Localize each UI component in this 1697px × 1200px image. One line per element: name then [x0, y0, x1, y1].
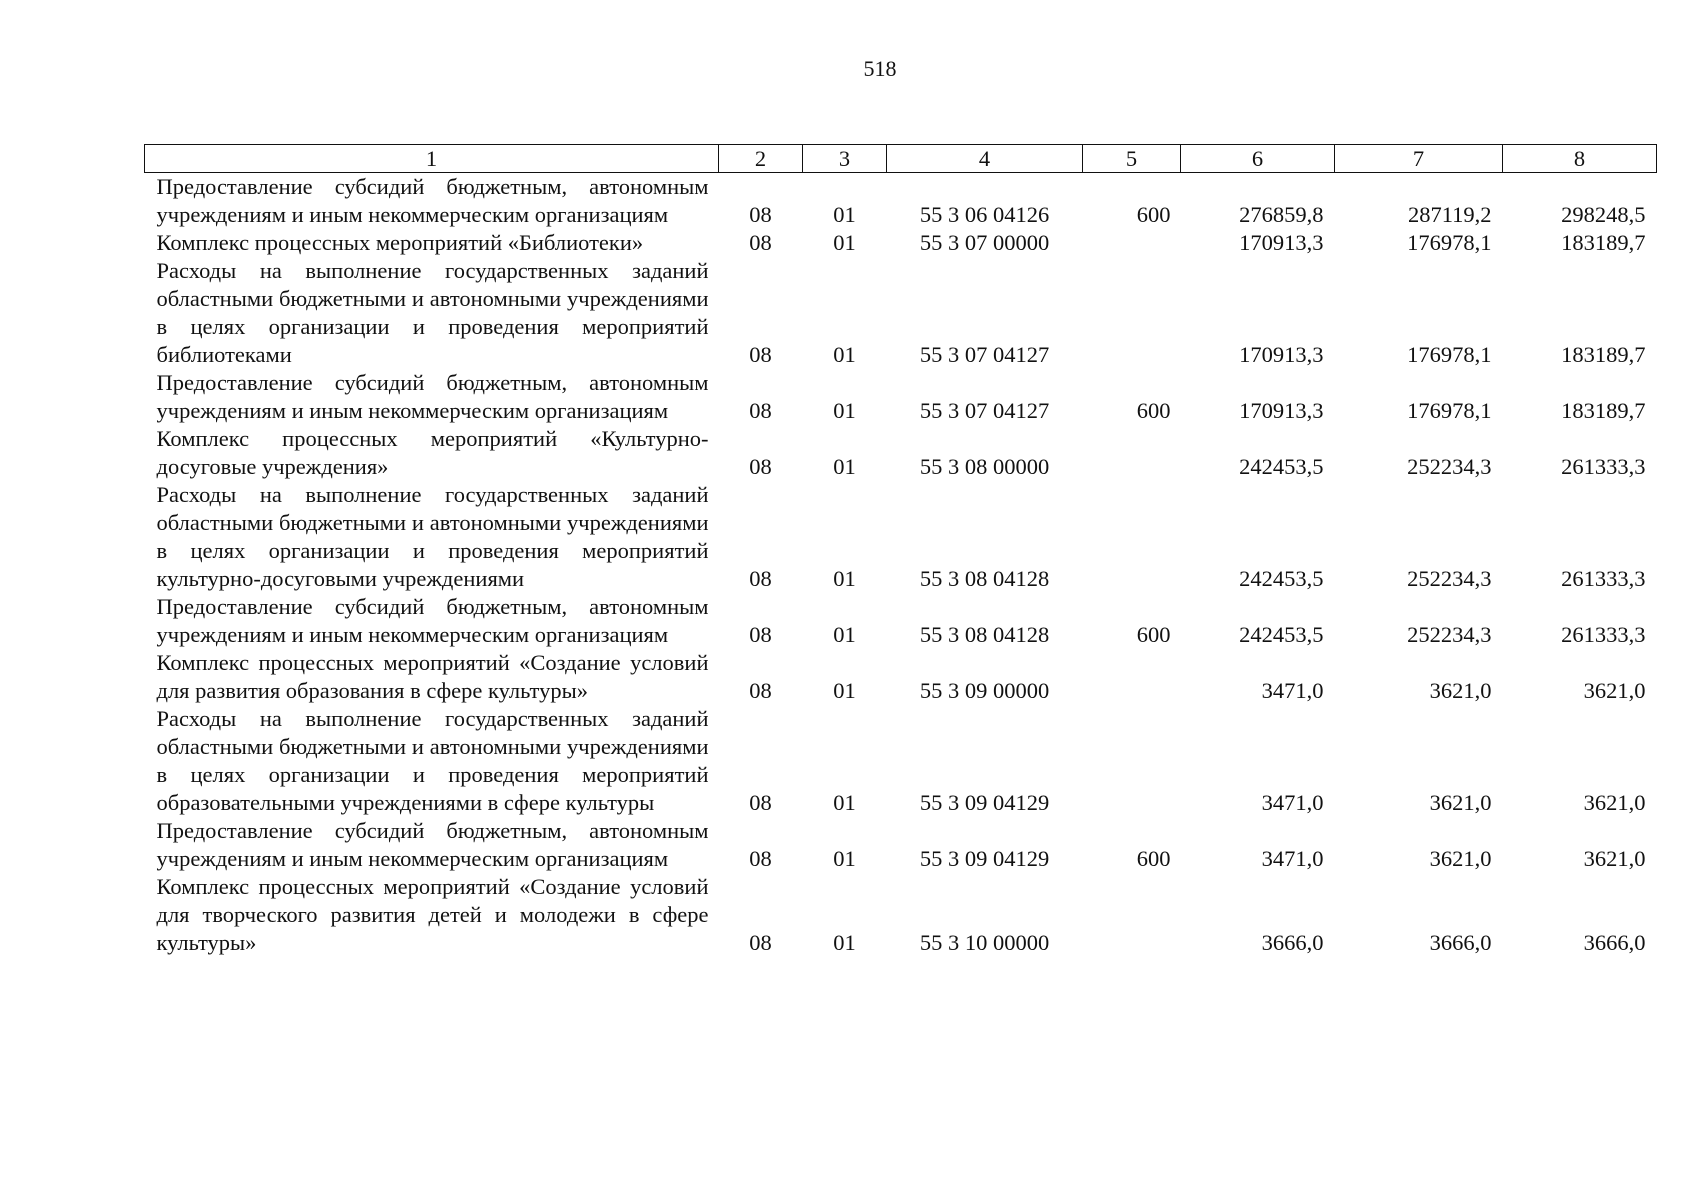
row-expense-type: [1083, 425, 1181, 481]
table-row: [145, 481, 1657, 593]
row-amount-year-1: 242453,5: [1239, 454, 1324, 479]
row-section: 08: [749, 454, 772, 479]
row-amount-year-2: 252234,3: [1407, 622, 1492, 647]
header-col-8: 8: [1503, 145, 1657, 173]
row-subsection: 01: [833, 678, 856, 703]
row-amount-year-2: 252234,3: [1407, 566, 1492, 591]
header-col-1: 1: [145, 145, 719, 173]
row-subsection: 01: [833, 566, 856, 591]
header-col-5: 5: [1083, 145, 1181, 173]
row-amount-year-2: 176978,1: [1407, 230, 1492, 255]
row-amount-year-1: 3471,0: [1261, 678, 1324, 703]
row-expense-type: [1083, 649, 1181, 705]
row-subsection: 01: [833, 846, 856, 871]
row-section: 08: [749, 622, 772, 647]
row-subsection: 01: [833, 230, 856, 255]
row-amount-year-3: 183189,7: [1561, 398, 1646, 423]
table-row: [145, 873, 1657, 957]
budget-table: [144, 144, 1657, 957]
row-subsection: 01: [833, 622, 856, 647]
row-amount-year-1: 3471,0: [1261, 790, 1324, 815]
table-header: [145, 145, 1657, 173]
row-amount-year-3: 298248,5: [1561, 202, 1646, 227]
header-col-6: 6: [1181, 145, 1335, 173]
row-amount-year-1: 170913,3: [1239, 342, 1324, 367]
row-target-code: 55 3 07 04127: [919, 398, 1050, 423]
row-name: Предоставление субсидий бюджетным, автономным учреждениям и иным некоммерческим организациям: [156, 818, 709, 871]
row-target-code: 55 3 08 04128: [919, 566, 1050, 591]
row-target-code: 55 3 07 00000: [919, 230, 1050, 255]
row-expense-type: [1083, 229, 1181, 257]
row-amount-year-1: 242453,5: [1239, 622, 1324, 647]
row-amount-year-1: 3471,0: [1261, 846, 1324, 871]
row-amount-year-3: 3666,0: [1583, 930, 1646, 955]
header-row: [145, 145, 1657, 173]
row-expense-type: 600: [1136, 846, 1171, 871]
header-col-7: 7: [1335, 145, 1503, 173]
row-section: 08: [749, 398, 772, 423]
row-expense-type: [1083, 873, 1181, 957]
row-name: Комплекс процессных мероприятий «Создание условий для развития образования в сфере культуры»: [156, 650, 709, 703]
table-row: [145, 593, 1657, 649]
row-amount-year-2: 176978,1: [1407, 398, 1492, 423]
row-name: Предоставление субсидий бюджетным, автономным учреждениям и иным некоммерческим организациям: [156, 370, 709, 423]
table-row: [145, 229, 1657, 257]
row-amount-year-1: 170913,3: [1239, 398, 1324, 423]
row-target-code: 55 3 09 04129: [919, 790, 1050, 815]
row-target-code: 55 3 08 04128: [919, 622, 1050, 647]
row-amount-year-3: 3621,0: [1583, 790, 1646, 815]
header-col-3: 3: [803, 145, 887, 173]
row-section: 08: [749, 566, 772, 591]
row-name: Комплекс процессных мероприятий «Создание условий для творческого развития детей и молодежи в сфере культуры»: [156, 874, 709, 955]
row-amount-year-3: 3621,0: [1583, 846, 1646, 871]
row-amount-year-2: 3666,0: [1429, 930, 1492, 955]
row-amount-year-2: 3621,0: [1429, 678, 1492, 703]
row-amount-year-3: 261333,3: [1561, 566, 1646, 591]
row-subsection: 01: [833, 790, 856, 815]
table-row: [145, 369, 1657, 425]
table-row: [145, 173, 1657, 230]
row-amount-year-3: 3621,0: [1583, 678, 1646, 703]
row-target-code: 55 3 07 04127: [919, 342, 1050, 367]
row-expense-type: 600: [1136, 622, 1171, 647]
row-amount-year-1: 242453,5: [1239, 566, 1324, 591]
row-amount-year-1: 276859,8: [1239, 202, 1324, 227]
row-name: Расходы на выполнение государственных заданий областными бюджетными и автономными учреждениями в целях организации и проведения мероприятий культурно-досуговыми учреждениями: [156, 482, 709, 591]
row-section: 08: [749, 678, 772, 703]
row-amount-year-2: 287119,2: [1407, 202, 1492, 227]
row-amount-year-1: 3666,0: [1261, 930, 1324, 955]
row-amount-year-3: 183189,7: [1561, 230, 1646, 255]
table-row: [145, 705, 1657, 817]
table-body: [145, 173, 1657, 958]
row-target-code: 55 3 09 00000: [919, 678, 1050, 703]
row-name: Комплекс процессных мероприятий «Культурно-досуговые учреждения»: [156, 426, 709, 479]
row-section: 08: [749, 790, 772, 815]
row-section: 08: [749, 846, 772, 871]
row-amount-year-3: 261333,3: [1561, 454, 1646, 479]
row-expense-type: [1083, 257, 1181, 369]
row-name: Предоставление субсидий бюджетным, автономным учреждениям и иным некоммерческим организациям: [156, 174, 709, 227]
page-number: 518: [863, 56, 897, 81]
row-expense-type: [1083, 705, 1181, 817]
row-expense-type: [1083, 481, 1181, 593]
table-row: [145, 649, 1657, 705]
row-amount-year-2: 252234,3: [1407, 454, 1492, 479]
table-row: [145, 425, 1657, 481]
row-section: 08: [749, 930, 772, 955]
row-expense-type: 600: [1136, 202, 1171, 227]
row-subsection: 01: [833, 342, 856, 367]
row-subsection: 01: [833, 454, 856, 479]
row-amount-year-2: 176978,1: [1407, 342, 1492, 367]
row-name: Расходы на выполнение государственных заданий областными бюджетными и автономными учреждениями в целях организации и проведения мероприятий образовательными учреждениями в сфере культуры: [156, 706, 709, 815]
table-row: [145, 257, 1657, 369]
row-section: 08: [749, 342, 772, 367]
row-amount-year-1: 170913,3: [1239, 230, 1324, 255]
row-name: Комплекс процессных мероприятий «Библиотеки»: [156, 230, 644, 255]
row-name: Расходы на выполнение государственных заданий областными бюджетными и автономными учреждениями в целях организации и проведения мероприятий библиотеками: [156, 258, 709, 367]
row-target-code: 55 3 06 04126: [919, 202, 1050, 227]
row-amount-year-3: 183189,7: [1561, 342, 1646, 367]
table-row: [145, 817, 1657, 873]
row-target-code: 55 3 08 00000: [919, 454, 1050, 479]
row-subsection: 01: [833, 202, 856, 227]
row-amount-year-2: 3621,0: [1429, 846, 1492, 871]
row-subsection: 01: [833, 398, 856, 423]
row-amount-year-2: 3621,0: [1429, 790, 1492, 815]
row-name: Предоставление субсидий бюджетным, автономным учреждениям и иным некоммерческим организациям: [156, 594, 709, 647]
row-subsection: 01: [833, 930, 856, 955]
row-section: 08: [749, 230, 772, 255]
row-expense-type: 600: [1136, 398, 1171, 423]
header-col-2: 2: [719, 145, 803, 173]
header-col-4: 4: [887, 145, 1083, 173]
row-target-code: 55 3 09 04129: [919, 846, 1050, 871]
row-section: 08: [749, 202, 772, 227]
row-amount-year-3: 261333,3: [1561, 622, 1646, 647]
row-target-code: 55 3 10 00000: [919, 930, 1050, 955]
